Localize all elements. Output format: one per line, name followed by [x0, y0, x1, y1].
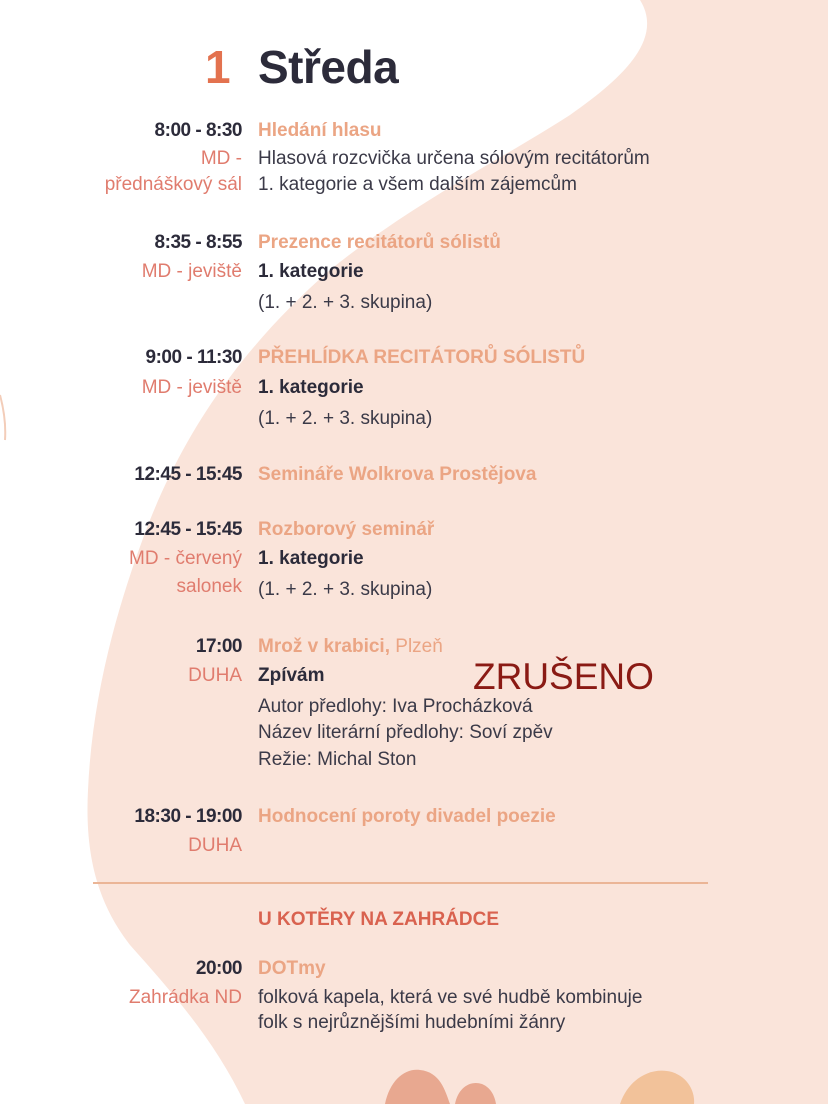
event-place: salonek — [176, 576, 242, 597]
event-detail: (1. + 2. + 3. skupina) — [258, 579, 433, 600]
event-place: MD - jeviště — [141, 377, 242, 398]
event-time: 8:35 - 8:55 — [154, 232, 242, 253]
event-title: Prezence recitátorů sólistů — [258, 232, 501, 253]
section-divider — [93, 882, 708, 884]
day-title: Středa — [258, 41, 399, 93]
event-time: 12:45 - 15:45 — [134, 464, 242, 485]
event-title: Hodnocení poroty divadel poezie — [258, 806, 556, 827]
section-title: U KOTĚRY NA ZAHRÁDCE — [258, 909, 500, 930]
event-time: 8:00 - 8:30 — [154, 120, 242, 141]
event-title: Hledání hlasu — [258, 120, 382, 141]
event-title — [258, 634, 443, 660]
event-time: 20:00 — [195, 958, 242, 979]
event-place: DUHA — [188, 835, 242, 856]
event-place: MD - červený — [129, 548, 242, 569]
event-author: Autor předlohy: Iva Procházková — [258, 696, 533, 717]
event-place: MD - jeviště — [141, 261, 242, 282]
event-origin: Plzeň — [395, 636, 443, 657]
event-director: Režie: Michal Ston — [258, 749, 417, 770]
event-detail: (1. + 2. + 3. skupina) — [258, 408, 433, 429]
event-description: 1. kategorie a všem dalším zájemcům — [258, 174, 577, 195]
event-place: DUHA — [188, 665, 242, 686]
cancelled-stamp: ZRUŠENO — [473, 656, 654, 697]
event-detail: (1. + 2. + 3. skupina) — [258, 292, 433, 313]
event-title-text: Mrož v krabici, — [258, 636, 390, 657]
event-subtitle: Zpívám — [258, 665, 325, 686]
event-title: Semináře Wolkrova Prostějova — [258, 464, 537, 485]
event-source: Název literární předlohy: Soví zpěv — [258, 722, 553, 743]
day-number: 1 — [205, 41, 230, 93]
event-subtitle: 1. kategorie — [258, 377, 364, 398]
event-place: Zahrádka ND — [129, 987, 242, 1008]
event-title: Rozborový seminář — [258, 519, 435, 540]
event-subtitle: 1. kategorie — [258, 548, 364, 569]
event-description: folková kapela, která ve své hudbě kombinuje — [258, 987, 643, 1008]
event-time: 17:00 — [195, 636, 242, 657]
event-description: Hlasová rozcvička určena sólovým recitátorům — [258, 148, 650, 169]
event-description: folk s nejrůznějšími hudebními žánry — [258, 1012, 566, 1033]
event-time: 18:30 - 19:00 — [134, 806, 242, 827]
event-title: DOTmy — [258, 958, 326, 979]
event-title: PŘEHLÍDKA RECITÁTORŮ SÓLISTŮ — [258, 347, 586, 368]
event-subtitle: 1. kategorie — [258, 261, 364, 282]
event-time: 9:00 - 11:30 — [145, 347, 242, 368]
event-place: přednáškový sál — [104, 174, 242, 195]
event-place: MD - — [200, 148, 242, 169]
event-time: 12:45 - 15:45 — [134, 519, 242, 540]
